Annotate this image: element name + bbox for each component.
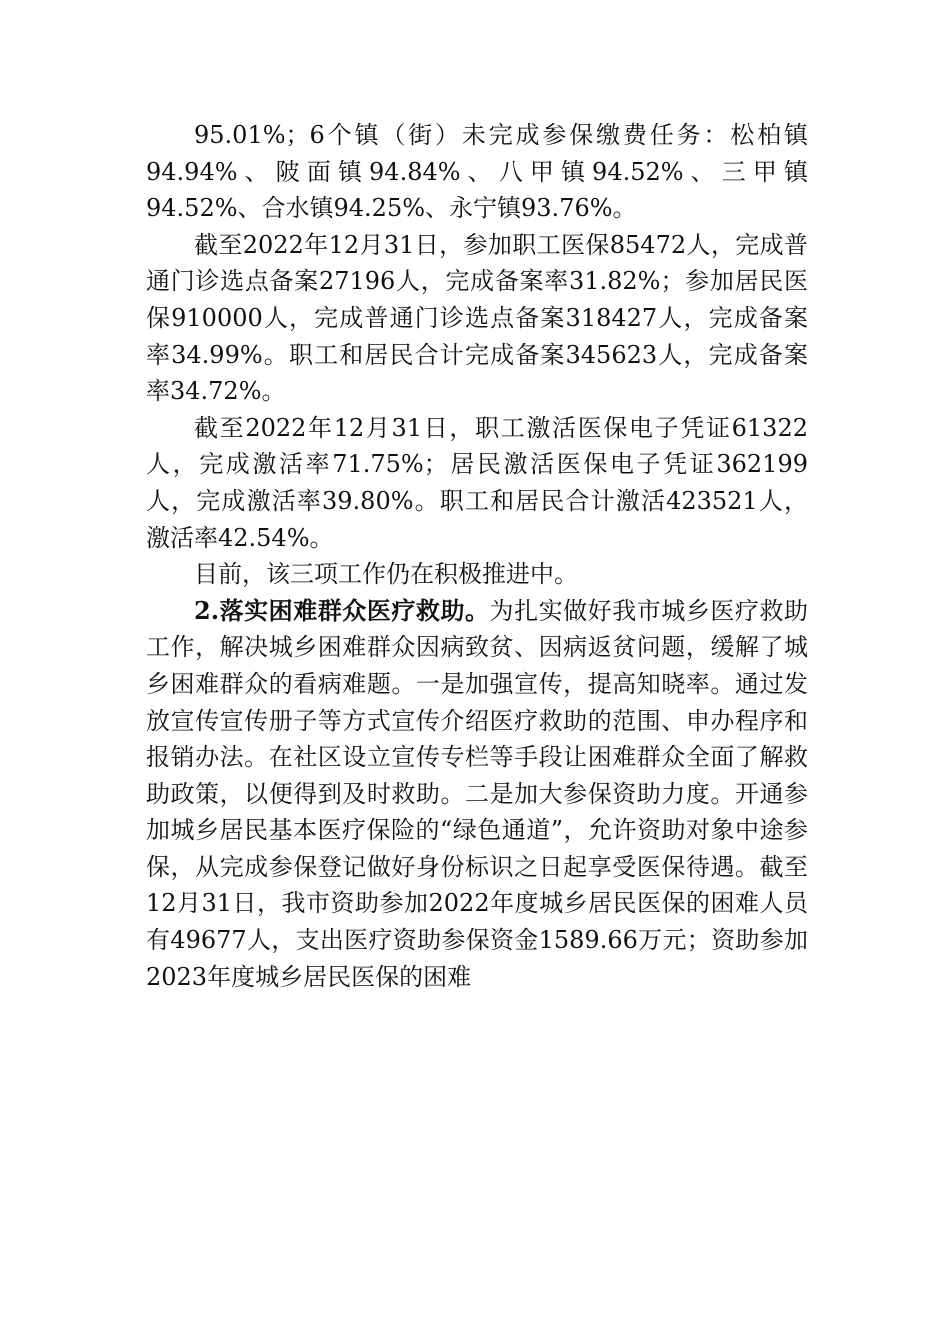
section-heading: 2.落实困难群众医疗救助。	[194, 595, 490, 625]
paragraph-text: 95.01%；6个镇（街）未完成参保缴费任务：松柏镇94.94%、陂面镇94.84%、八甲镇94.52%、三甲镇94.52%、合水镇94.25%、永宁镇93.76%。	[146, 121, 808, 223]
paragraph-progress-note	[146, 556, 808, 593]
paragraph-text: 截至2022年12月31日，参加职工医保85472人，完成普通门诊选点备案27196人，完成备案率31.82%；参加居民医保910000人，完成普通门诊选点备案318427人，完成备案率34.99%。职工和居民合计完成备案345623人，完成备案率34.72%。	[146, 230, 808, 406]
paragraph-enrollment-towns	[146, 117, 808, 227]
paragraph-e-voucher-activation	[146, 410, 808, 556]
paragraph-text: 截至2022年12月31日，职工激活医保电子凭证61322人，完成激活率71.75%；居民激活医保电子凭证362199人，完成激活率39.80%。职工和居民合计激活423521人，激活率42.54%。	[146, 413, 808, 552]
paragraph-outpatient-registration	[146, 227, 808, 410]
paragraph-text: 目前，该三项工作仍在积极推进中。	[194, 560, 578, 589]
paragraph-medical-assistance	[146, 593, 808, 996]
paragraph-text: 为扎实做好我市城乡医疗救助工作，解决城乡困难群众因病致贫、因病返贫问题，缓解了城乡困难群众的看病难题。一是加强宣传，提高知晓率。通过发放宣传宣传册子等方式宣传介绍医疗救助的范围、申办程序和报销办法。在社区设立宣传专栏等手段让困难群众全面了解救助政策，以便得到及时救助。二是加大参保资助力度。开通参加城乡居民基本医疗保险的“绿色通道”，允许资助对象中途参保，从完成参保登记做好身份标识之日起享受医保待遇。截至12月31日，我市资助参加2022年度城乡居民医保的困难人员有49677人，支出医疗资助参保资金1589.66万元；资助参加2023年度城乡居民医保的困难	[146, 596, 808, 991]
document-body	[146, 117, 808, 995]
